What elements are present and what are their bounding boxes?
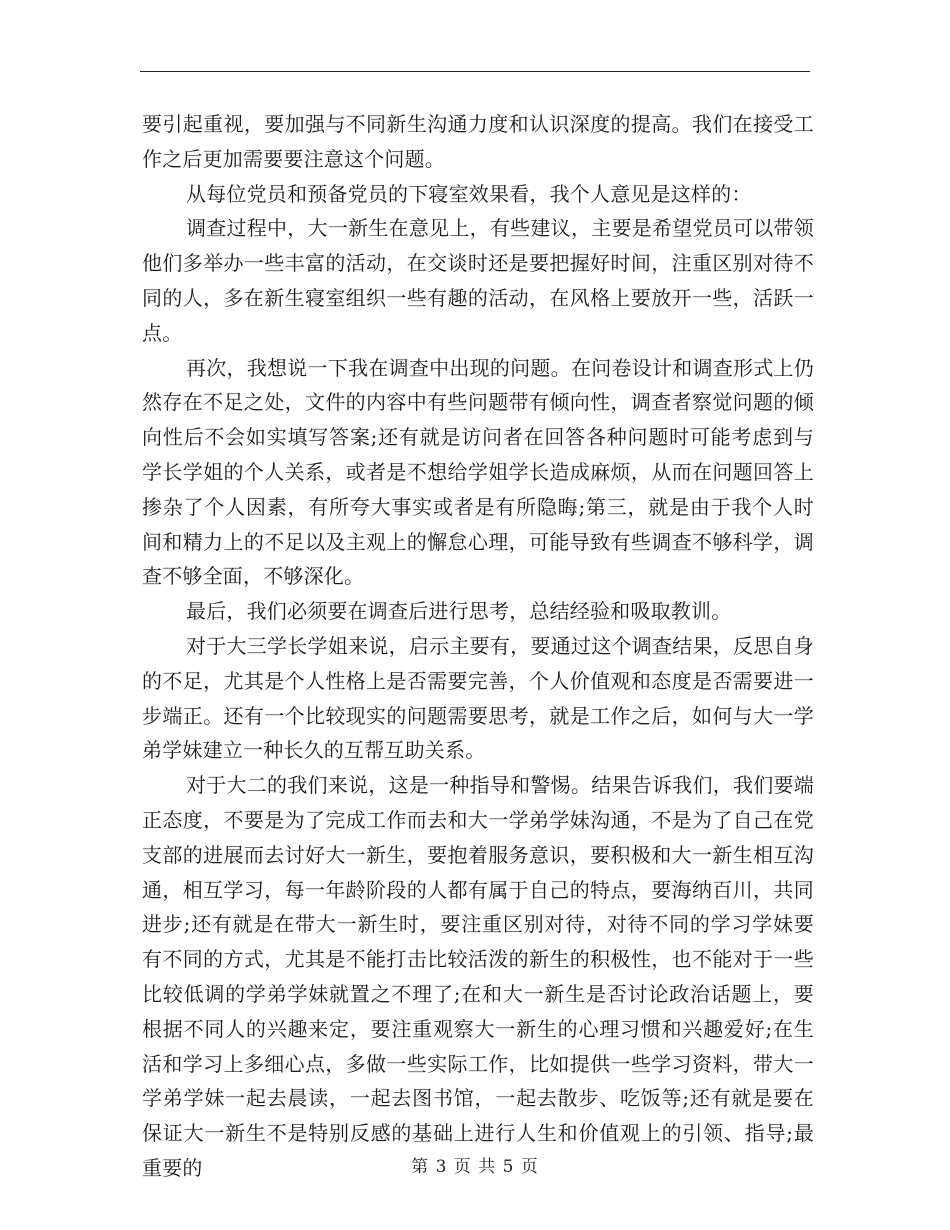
paragraph: 对于大二的我们来说，这是一种指导和警惕。结果告诉我们，我们要端正态度，不要是为了完成工作而去和大一学弟学妹沟通，不是为了自己在党支部的进展而去讨好大一新生，要抱着服务意识，要积极和大一新生相互沟通，相互学习，每一年龄阶段的人都有属于自己的特点，要海纳百川，共同进步;还有就是在带大一新生时，要注重区别对待，对待不同的学习学妹要有不同的方式，尤其是不能打击比较活泼的新生的积极性，也不能对于一些比较低调的学弟学妹就置之不理了;在和大一新生是否讨论政治话题上，要根据不同人的兴趣来定，要注重观察大一新生的心理习惯和兴趣爱好;在生活和学习上多细心点，多做一些实际工作，比如提供一些学习资料，带大一学弟学妹一起去晨读，一起去图书馆，一起去散步、吃饭等;还有就是要在保证大一新生不是特别反感的基础上进行人生和价值观上的引领、指导;最重要的 [142, 773, 814, 1180]
header-rule [140, 71, 810, 72]
paragraph: 再次，我想说一下我在调查中出现的问题。在问卷设计和调查形式上仍然存在不足之处，文件的内容中有些问题带有倾向性，调查者察觉问题的倾向性后不会如实填写答案;还有就是访问者在回答各种问题时可能考虑到与学长学姐的个人关系，或者是不想给学姐学长造成麻烦，从而在问题回答上掺杂了个人因素，有所夸大事实或者是有所隐晦;第三，就是由于我个人时间和精力上的不足以及主观上的懈怠心理，可能导致有些调查不够科学，调查不够全面，不够深化。 [142, 355, 814, 589]
paragraph: 最后，我们必须要在调查后进行思考，总结经验和吸取教训。 [186, 599, 732, 624]
paragraph: 对于大三学长学姐来说，启示主要有，要通过这个调查结果，反思自身的不足，尤其是个人性格上是否需要完善，个人价值观和态度是否需要进一步端正。还有一个比较现实的问题需要思考，就是工作之后，如何与大一学弟学妹建立一种长久的互帮互助关系。 [142, 633, 814, 763]
paragraph-continuation: 要引起重视，要加强与不同新生沟通力度和认识深度的提高。我们在接受工作之后更加需要要注意这个问题。 [142, 112, 814, 171]
page-number-footer: 第 3 页 共 5 页 [411, 1157, 539, 1177]
paragraph: 从每位党员和预备党员的下寝室效果看，我个人意见是这样的： [186, 181, 752, 206]
document-body [142, 107, 814, 1186]
paragraph: 调查过程中，大一新生在意见上，有些建议，主要是希望党员可以带领他们多举办一些丰富的活动，在交谈时还是要把握好时间，注重区别对待不同的人，多在新生寝室组织一些有趣的活动，在风格上要放开一些，活跃一点。 [142, 216, 814, 345]
